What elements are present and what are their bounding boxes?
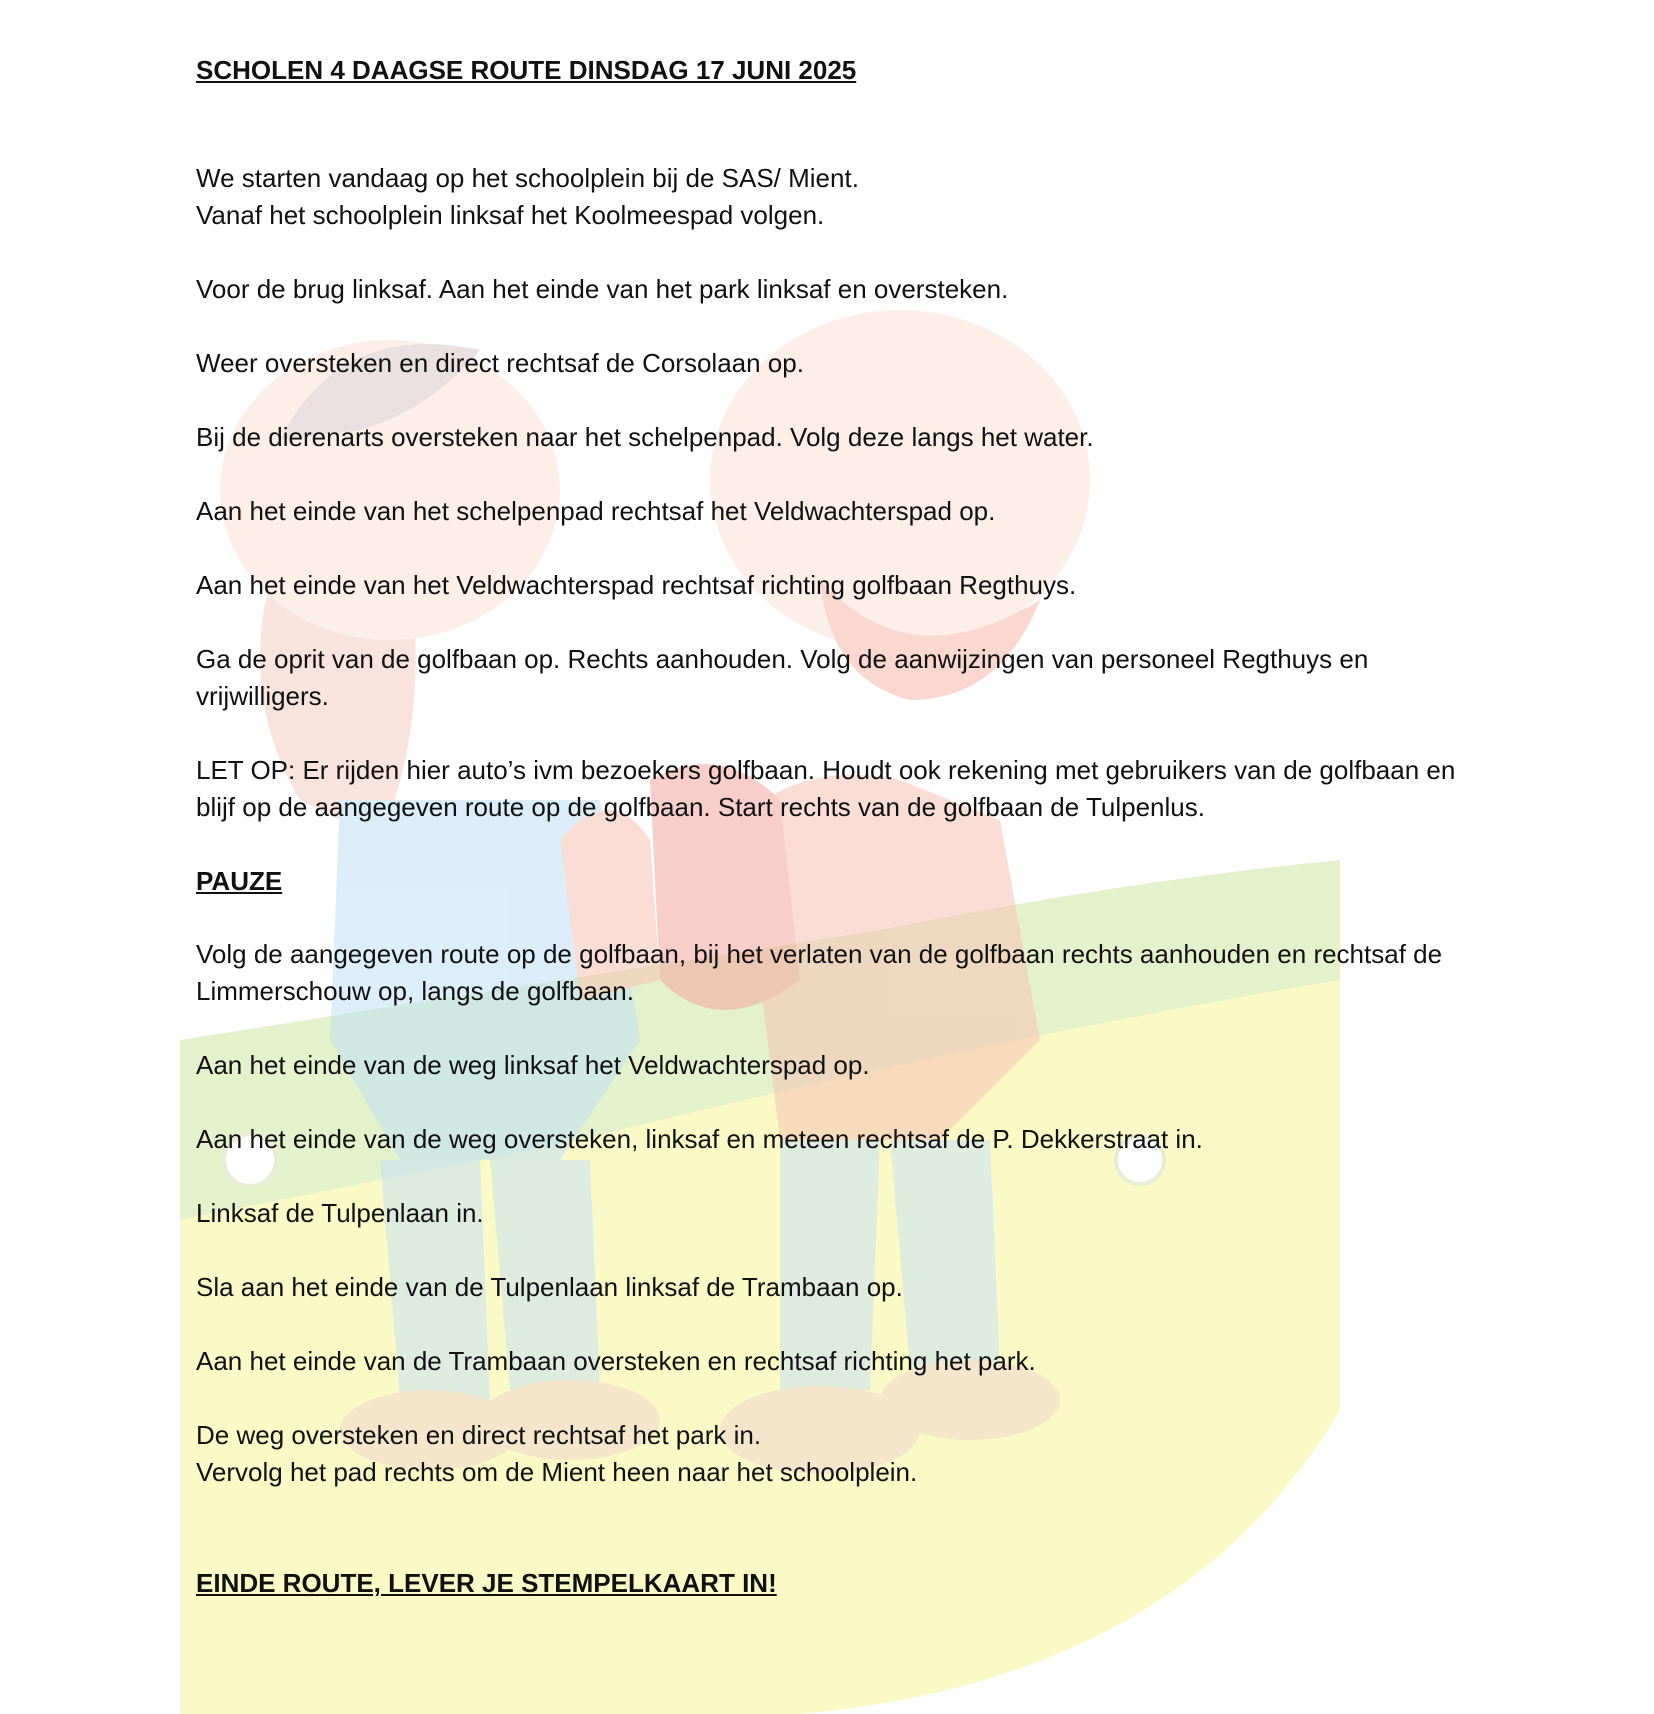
route-step-7: Ga de oprit van de golfbaan op. Rechts aanhouden. Volg de aanwijzingen van personeel Regthuys en vrijwilligers. bbox=[196, 644, 1369, 711]
route-step-12: Sla aan het einde van de Tulpenlaan linksaf de Trambaan op. bbox=[196, 1272, 903, 1302]
route-step-8: Volg de aangegeven route op de golfbaan, bij het verlaten van de golfbaan rechts aanhouden en rechtsaf de Limmerschouw op, langs de golfbaan. bbox=[196, 939, 1443, 1006]
route-step-14: De weg oversteken en direct rechtsaf het park in. Vervolg het pad rechts om de Mient heen naar het schoolplein. bbox=[196, 1420, 918, 1487]
route-step-1: We starten vandaag op het schoolplein bij de SAS/ Mient. Vanaf het schoolplein linksaf het Koolmeespad volgen. bbox=[196, 163, 859, 230]
document-title: SCHOLEN 4 DAAGSE ROUTE DINSDAG 17 JUNI 2025 bbox=[196, 55, 857, 85]
route-step-2: Voor de brug linksaf. Aan het einde van het park linksaf en oversteken. bbox=[196, 274, 1009, 304]
route-step-10: Aan het einde van de weg oversteken, linksaf en meteen rechtsaf de P. Dekkerstraat in. bbox=[196, 1124, 1203, 1154]
route-step-5: Aan het einde van het schelpenpad rechtsaf het Veldwachterspad op. bbox=[196, 496, 996, 526]
route-step-9: Aan het einde van de weg linksaf het Veldwachterspad op. bbox=[196, 1050, 870, 1080]
pause-heading: PAUZE bbox=[196, 866, 283, 896]
warning-note: LET OP: Er rijden hier auto’s ivm bezoekers golfbaan. Houdt ook rekening met gebruikers van de golfbaan en blijf op de aangegeven route op de golfbaan. Start rechts van de golfbaan de Tulpenlus. bbox=[196, 755, 1456, 822]
route-step-6: Aan het einde van het Veldwachterspad rechtsaf richting golfbaan Regthuys. bbox=[196, 570, 1077, 600]
route-step-3: Weer oversteken en direct rechtsaf de Corsolaan op. bbox=[196, 348, 804, 378]
route-step-13: Aan het einde van de Trambaan oversteken en rechtsaf richting het park. bbox=[196, 1346, 1036, 1376]
route-step-11: Linksaf de Tulpenlaan in. bbox=[196, 1198, 484, 1228]
route-document bbox=[196, 52, 1456, 1601]
route-step-4: Bij de dierenarts oversteken naar het schelpenpad. Volg deze langs het water. bbox=[196, 422, 1094, 452]
end-heading: EINDE ROUTE, LEVER JE STEMPELKAART IN! bbox=[196, 1568, 777, 1598]
